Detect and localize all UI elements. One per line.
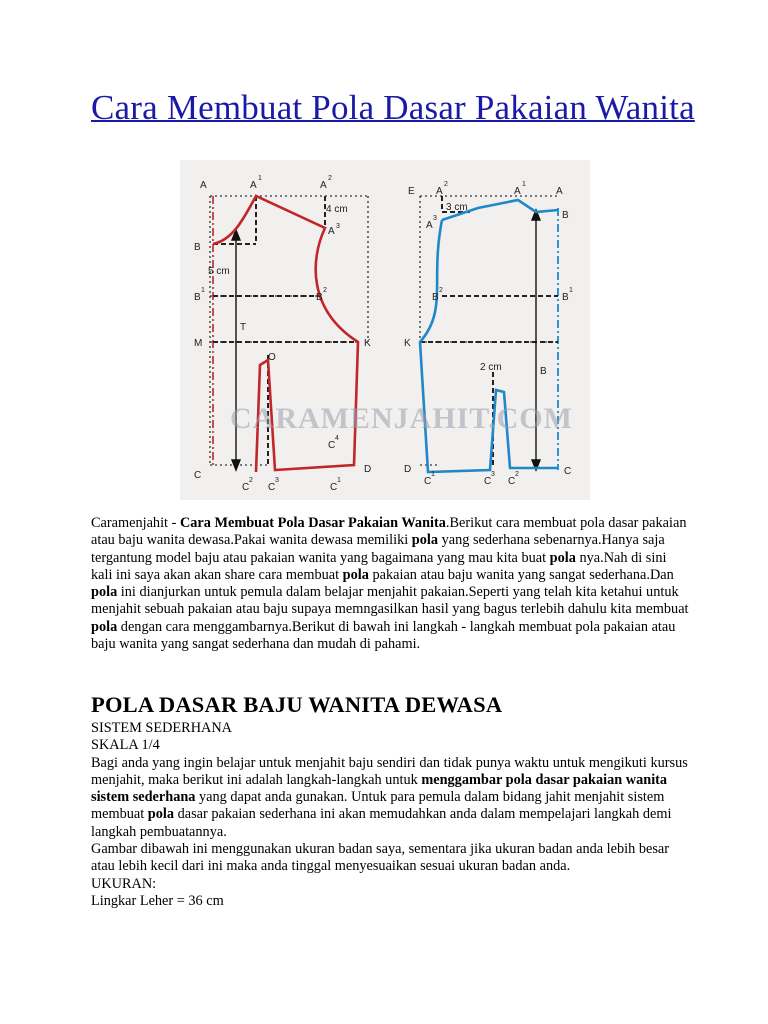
- svg-text:B: B: [562, 292, 569, 303]
- svg-text:3: 3: [336, 223, 340, 230]
- svg-text:C: C: [328, 440, 336, 451]
- svg-text:1: 1: [431, 471, 435, 478]
- lingkar-leher: Lingkar Leher = 36 cm: [91, 892, 224, 909]
- svg-text:C: C: [424, 476, 432, 487]
- svg-text:A: A: [320, 180, 327, 191]
- svg-text:C: C: [508, 476, 516, 487]
- svg-text:4 cm: 4 cm: [326, 204, 348, 215]
- svg-text:1: 1: [337, 477, 341, 484]
- svg-text:E: E: [408, 186, 415, 197]
- svg-text:3: 3: [275, 477, 279, 484]
- svg-text:B: B: [194, 292, 201, 303]
- right-labels: [404, 181, 573, 487]
- svg-text:3: 3: [491, 471, 495, 478]
- svg-text:B: B: [432, 292, 439, 303]
- page-title[interactable]: Cara Membuat Pola Dasar Pakaian Wanita: [91, 88, 695, 127]
- svg-text:M: M: [194, 338, 203, 349]
- section-heading: POLA DASAR BAJU WANITA DEWASA: [91, 692, 503, 717]
- intro-paragraph: Caramenjahit - Cara Membuat Pola Dasar Pakaian Wanita.Berikut cara membuat pola dasar pakaian atau baju wanita dewasa.Pakai wanita dewasa memiliki pola yang sederhana sebenarnya.Hanya saja tergantung model baju atau pakaian wanita yang bagaimana yang mau kita buat pola nya.Nah di sini kali ini saya akan akan share cara membuat pola pakaian atau baju wanita yang sangat sederhana.Dan pola ini dianjurkan untuk pemula dalam belajar menjahit pakaian.Seperti yang telah kita ketahui untuk menjahit sebuah pakaian atau baju supaya memngasilkan hasil yang bagus terlebih dahulu kita membuat pola dengan cara menggambarnya.Berikut di bawah ini langkah - langkah membuat pola pakaian atau baju wanita yang sangat sederhana dan mudah di pahami.: [91, 515, 689, 653]
- body-paragraph-2: Gambar dibawah ini menggunakan ukuran badan saya, sementara jika ukuran badan anda lebih besar atau lebih kecil dari ini maka anda tinggal menyesuaikan sesuai ukuran badan anda.: [91, 841, 670, 875]
- svg-text:5 cm: 5 cm: [208, 266, 230, 277]
- svg-text:2: 2: [328, 175, 332, 182]
- svg-text:O: O: [268, 352, 276, 363]
- svg-text:B: B: [540, 366, 547, 377]
- svg-text:A: A: [436, 186, 443, 197]
- svg-text:1: 1: [522, 181, 526, 188]
- section-body: [91, 720, 691, 910]
- svg-text:2: 2: [444, 181, 448, 188]
- svg-text:A: A: [514, 186, 521, 197]
- svg-text:A: A: [328, 226, 335, 237]
- svg-text:K: K: [364, 338, 371, 349]
- svg-text:2 cm: 2 cm: [480, 362, 502, 373]
- svg-text:C: C: [330, 482, 338, 493]
- svg-text:4: 4: [335, 435, 339, 442]
- svg-text:B: B: [316, 292, 323, 303]
- svg-text:A: A: [200, 180, 207, 191]
- svg-text:2: 2: [323, 287, 327, 294]
- svg-text:B: B: [562, 210, 569, 221]
- svg-text:A: A: [250, 180, 257, 191]
- svg-text:D: D: [404, 464, 412, 475]
- svg-text:2: 2: [439, 287, 443, 294]
- watermark: CARAMENJAHIT.COM: [230, 402, 573, 435]
- svg-text:1: 1: [201, 287, 205, 294]
- body-paragraph-1: Bagi anda yang ingin belajar untuk menjahit baju sendiri dan tidak punya waktu untuk mengikuti kursus menjahit, maka berikut ini adalah langkah-langkah untuk menggambar pola dasar pakaian wanita sistem sederhana yang dapat anda gunakan. Untuk para pemula dalam bidang jahit menjahit sistem membuat pola dasar pakaian sederhana ini akan memudahkan anda dalam mempelajari langkah demi langkah pembuatannya.: [91, 754, 688, 840]
- svg-text:K: K: [404, 338, 411, 349]
- svg-text:C: C: [194, 470, 202, 481]
- svg-text:3 cm: 3 cm: [446, 202, 468, 213]
- svg-text:B: B: [194, 242, 201, 253]
- svg-text:2: 2: [249, 477, 253, 484]
- svg-text:3: 3: [433, 215, 437, 222]
- svg-text:1: 1: [569, 287, 573, 294]
- svg-text:C: C: [242, 482, 250, 493]
- svg-text:T: T: [240, 322, 247, 333]
- pattern-diagram-image: [180, 160, 590, 500]
- intro-bold-title: Cara Membuat Pola Dasar Pakaian Wanita: [179, 515, 446, 531]
- svg-text:C: C: [268, 482, 276, 493]
- svg-text:C: C: [564, 466, 572, 477]
- system-label: SISTEM SEDERHANA: [91, 720, 232, 736]
- svg-text:1: 1: [258, 175, 262, 182]
- svg-text:2: 2: [515, 471, 519, 478]
- left-labels: [194, 175, 371, 493]
- ukuran-label: UKURAN:: [91, 875, 157, 892]
- svg-text:A: A: [426, 220, 433, 231]
- svg-text:C: C: [484, 476, 492, 487]
- svg-text:A: A: [556, 186, 563, 197]
- site-name: Caramenjahit -: [91, 515, 180, 531]
- scale-label: SKALA 1/4: [91, 737, 160, 754]
- pattern-diagram-svg: [180, 160, 590, 500]
- svg-text:D: D: [364, 464, 372, 475]
